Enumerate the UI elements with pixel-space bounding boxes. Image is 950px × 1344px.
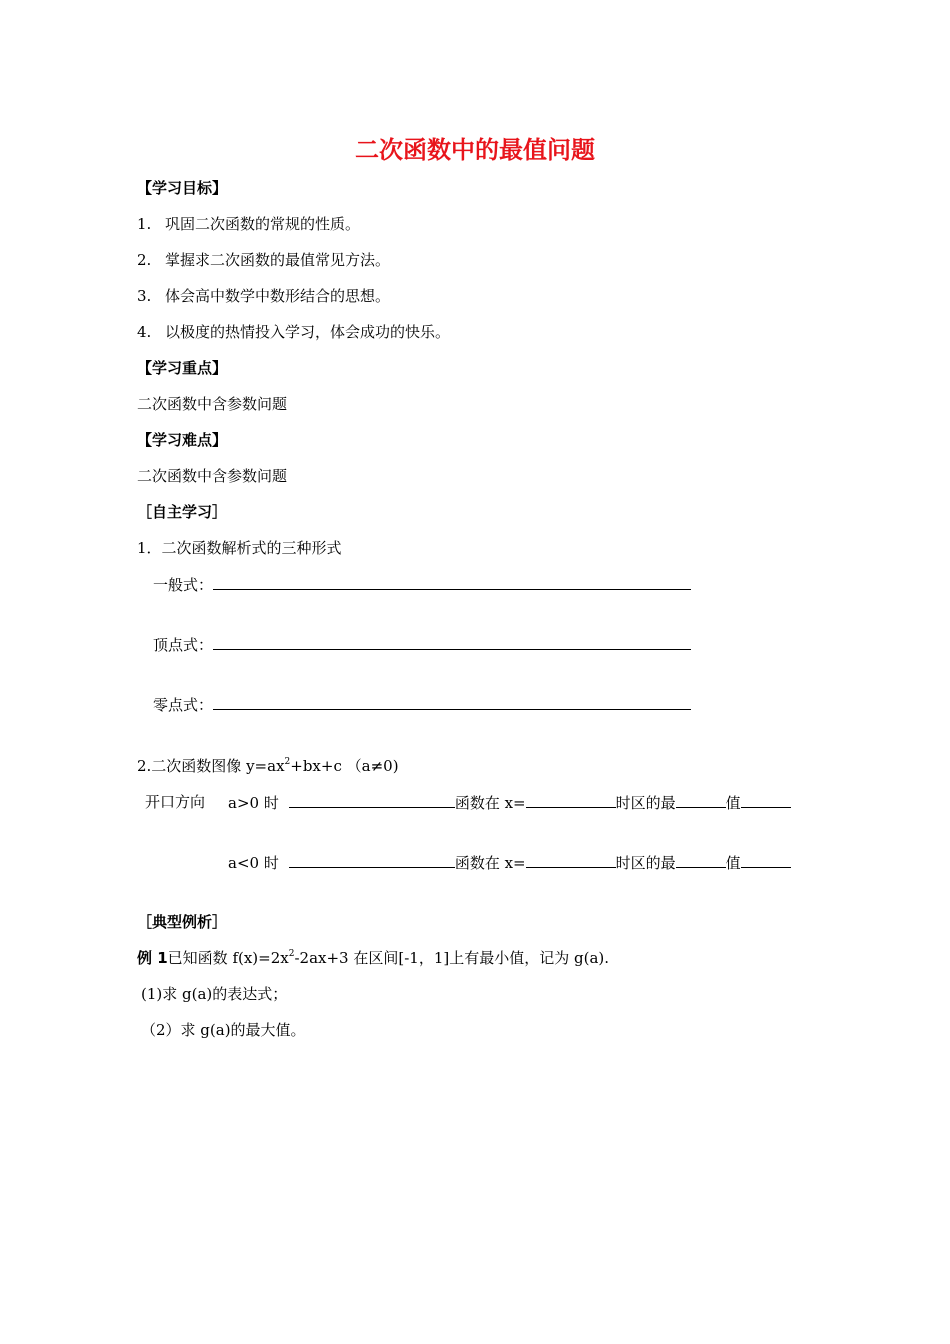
form-zero: 零点式： <box>153 694 691 715</box>
opening-label: 开口方向 <box>145 793 206 811</box>
q2-row-positive: a>0 时 函数在 x= 时区的最 值 <box>228 792 791 813</box>
fill-blank[interactable] <box>741 792 791 808</box>
example-1-part-1: (1)求 g(a)的表达式； <box>141 985 288 1003</box>
fill-blank[interactable] <box>526 852 616 868</box>
page-title: 二次函数中的最值问题 <box>355 136 595 164</box>
fill-blank[interactable] <box>676 852 726 868</box>
fill-blank[interactable] <box>213 634 691 650</box>
self-study-heading: ［自主学习］ <box>137 503 228 521</box>
objective-item-1: 1. 巩固二次函数的常规的性质。 <box>137 215 361 233</box>
example-1-part-2: （2）求 g(a)的最大值。 <box>141 1021 306 1039</box>
examples-heading: ［典型例析］ <box>137 913 228 931</box>
key-points-heading: 【学习重点】 <box>137 359 228 377</box>
example-label: 例 1 <box>137 949 168 967</box>
q2-row-negative: a<0 时 函数在 x= 时区的最 值 <box>228 852 791 873</box>
key-points-text: 二次函数中含参数问题 <box>137 395 288 413</box>
difficulties-text: 二次函数中含参数问题 <box>137 467 288 485</box>
form-vertex: 顶点式： <box>153 634 691 655</box>
example-1-stem: 例 1已知函数 $f(x)=2x^2-2ax+3$ 在区间[-1，1]上有最小值，记为 g(a). <box>137 949 610 967</box>
fill-blank[interactable] <box>289 792 455 808</box>
q1-title: 1．二次函数解析式的三种形式 <box>137 539 342 557</box>
form-general: 一般式： <box>153 574 691 595</box>
difficulties-heading: 【学习难点】 <box>137 431 228 449</box>
fill-blank[interactable] <box>741 852 791 868</box>
objective-item-3: 3. 体会高中数学中数形结合的思想。 <box>137 287 391 305</box>
objective-item-4: 4. 以极度的热情投入学习，体会成功的快乐。 <box>137 323 451 341</box>
q2-title: 2.二次函数图像 $y=ax^2+bx+c$ （a≠0) <box>137 757 399 775</box>
fill-blank[interactable] <box>213 694 691 710</box>
fill-blank[interactable] <box>676 792 726 808</box>
fill-blank[interactable] <box>213 574 691 590</box>
fill-blank[interactable] <box>526 792 616 808</box>
fill-blank[interactable] <box>289 852 455 868</box>
objectives-heading: 【学习目标】 <box>137 179 228 197</box>
objective-item-2: 2. 掌握求二次函数的最值常见方法。 <box>137 251 391 269</box>
